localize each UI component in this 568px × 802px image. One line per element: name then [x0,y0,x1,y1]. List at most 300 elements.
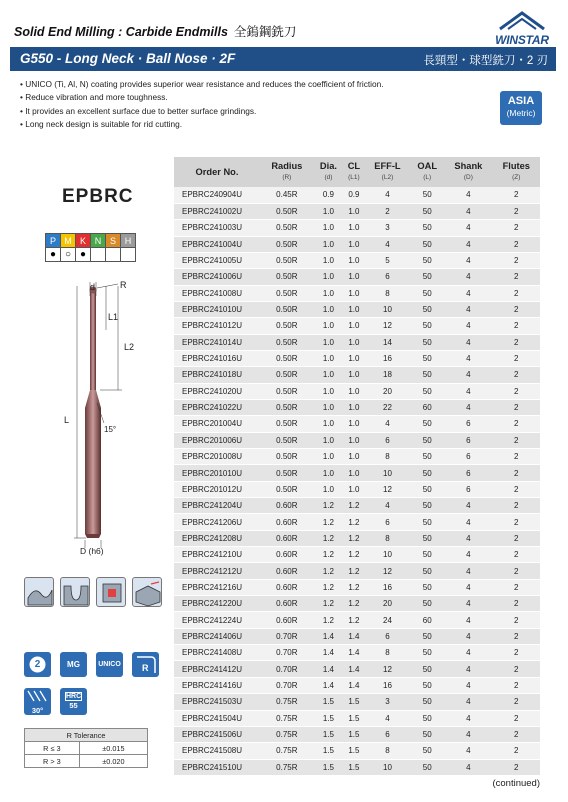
surface-milling-icon [132,577,162,607]
table-cell: 0.70R [260,677,314,693]
table-cell: 60 [410,399,444,415]
table-cell: EPBRC241406U [174,628,260,644]
table-cell: 1.2 [343,547,364,563]
table-cell: 4 [444,645,492,661]
table-cell: EPBRC241020U [174,383,260,399]
table-cell: 1.0 [314,203,344,219]
table-cell: 2 [493,236,540,252]
table-cell: 1.5 [314,726,344,742]
table-cell: EPBRC241506U [174,726,260,742]
r-tolerance-table [24,728,148,768]
table-cell: 22 [365,399,411,415]
table-cell: 4 [444,383,492,399]
table-row [174,481,540,497]
table-cell: EPBRC241005U [174,252,260,268]
table-cell: 4 [444,334,492,350]
hrc-label: HRC [66,693,82,700]
table-cell: 1.4 [314,677,344,693]
table-cell: 3 [365,694,411,710]
table-cell: EPBRC201008U [174,449,260,465]
table-cell: 1.2 [314,596,344,612]
table-cell: 1.0 [314,318,344,334]
table-cell: 0.60R [260,596,314,612]
svg-text:R: R [142,663,149,673]
table-cell: 50 [410,285,444,301]
table-cell: 4 [444,547,492,563]
region-badge [500,91,542,125]
table-cell: EPBRC241010U [174,301,260,317]
table-cell: 1.0 [343,432,364,448]
table-cell: 6 [365,628,411,644]
material-suitability [45,233,136,262]
table-cell: 0.50R [260,350,314,366]
table-cell: 1.0 [343,301,364,317]
catalog-title-cjk: 全鎢鋼銑刀 [233,25,297,39]
table-cell: 2 [365,203,411,219]
table-cell: 4 [444,563,492,579]
table-cell: 1.0 [343,481,364,497]
table-cell: 10 [365,759,411,775]
table-cell: 6 [444,416,492,432]
table-row [174,236,540,252]
table-cell: 18 [365,367,411,383]
tolerance-value: ±0.020 [79,755,147,768]
winstar-logo [492,11,552,47]
table-cell: 12 [365,318,411,334]
table-cell: 8 [365,285,411,301]
col-header [444,157,492,187]
table-cell: 2 [493,563,540,579]
table-row [174,465,540,481]
table-cell: 1.5 [314,743,344,759]
table-cell: 2 [493,350,540,366]
table-cell: 0.9 [314,187,344,203]
table-cell: EPBRC241208U [174,530,260,546]
table-cell: 12 [365,481,411,497]
table-cell: 1.5 [343,694,364,710]
table-cell: 1.0 [314,269,344,285]
tool-neck [90,290,96,390]
table-cell: EPBRC241508U [174,743,260,759]
col-header-label: OAL [417,161,438,171]
table-cell: 50 [410,710,444,726]
table-cell: 12 [365,661,411,677]
table-cell: 0.50R [260,203,314,219]
table-cell: 2 [493,743,540,759]
table-cell: 8 [365,743,411,759]
flutes-badge [24,652,51,677]
table-cell: 24 [365,612,411,628]
table-cell: 0.9 [343,187,364,203]
table-cell: 0.70R [260,661,314,677]
table-cell: 1.2 [343,514,364,530]
label-d: d [90,282,96,292]
table-cell: EPBRC201010U [174,465,260,481]
table-cell: 0.70R [260,628,314,644]
table-cell: 1.0 [343,350,364,366]
table-row [174,432,540,448]
table-cell: EPBRC241014U [174,334,260,350]
table-cell: 4 [444,743,492,759]
table-cell: 1.0 [343,203,364,219]
flutes-badge-value: 2 [34,659,41,670]
table-cell: 4 [365,710,411,726]
hrc-badge [60,688,87,715]
table-cell: 1.2 [314,579,344,595]
table-cell: 6 [444,465,492,481]
table-cell: 0.50R [260,285,314,301]
table-cell: 2 [493,498,540,514]
table-cell: 2 [493,399,540,415]
col-header-label: EFF-L [374,161,401,171]
table-cell: EPBRC241008U [174,285,260,301]
table-cell: 0.50R [260,383,314,399]
table-cell: 50 [410,350,444,366]
helix-angle-badge [24,688,51,715]
table-cell: 4 [444,628,492,644]
table-cell: 0.50R [260,236,314,252]
table-cell: 50 [410,449,444,465]
table-cell: 0.60R [260,530,314,546]
col-header [493,157,540,187]
table-cell: 10 [365,301,411,317]
table-cell: 4 [444,514,492,530]
table-cell: 2 [493,661,540,677]
feature-item: • UNICO (Ti, Al, N) coating provides superior wear resistance and reduces the coefficient of friction. [20,78,384,91]
table-cell: 0.60R [260,612,314,628]
table-cell: 2 [493,252,540,268]
table-cell: 4 [444,318,492,334]
table-cell: 1.0 [314,449,344,465]
tool-drawing [0,278,160,568]
table-cell: 16 [365,579,411,595]
table-cell: 2 [493,318,540,334]
table-row [174,187,540,203]
table-row [174,269,540,285]
table-cell: 1.0 [314,383,344,399]
table-cell: 4 [444,710,492,726]
table-cell: 4 [444,236,492,252]
table-row [174,596,540,612]
table-cell: 1.0 [343,252,364,268]
table-cell: 4 [444,367,492,383]
col-header-label: Flutes [502,161,530,171]
helix-icon [24,688,51,704]
material-h-mark [121,248,136,262]
table-cell: 1.0 [343,334,364,350]
table-cell: 0.50R [260,220,314,236]
table-cell: 4 [444,694,492,710]
table-cell: 2 [493,383,540,399]
col-header-sub: (Z) [512,174,521,181]
table-cell: 50 [410,498,444,514]
table-cell: EPBRC241510U [174,759,260,775]
table-cell: 16 [365,677,411,693]
table-cell: 16 [365,350,411,366]
region-badge-line1: ASIA [507,95,535,107]
table-row [174,694,540,710]
table-cell: 60 [410,612,444,628]
table-cell: 50 [410,743,444,759]
table-cell: 1.2 [343,563,364,579]
table-cell: EPBRC241004U [174,236,260,252]
table-cell: 0.50R [260,367,314,383]
label-angle: 15° [104,425,117,434]
table-cell: 2 [493,285,540,301]
table-cell: 4 [444,187,492,203]
catalog-title-en: Solid End Milling : Carbide Endmills [14,25,228,39]
table-cell: EPBRC241210U [174,547,260,563]
table-cell: 4 [444,399,492,415]
table-cell: 0.70R [260,645,314,661]
profile-milling-icon [24,577,54,607]
logo-mark-icon [498,11,546,31]
table-row [174,514,540,530]
table-cell: 4 [444,661,492,677]
feature-list [20,78,384,131]
material-k: K [76,234,91,248]
table-cell: 1.2 [343,596,364,612]
table-cell: 4 [444,759,492,775]
table-cell: 50 [410,465,444,481]
table-cell: 6 [365,432,411,448]
table-row [174,530,540,546]
table-cell: 1.0 [343,285,364,301]
table-cell: 1.2 [343,579,364,595]
col-header [410,157,444,187]
table-cell: EPBRC241016U [174,350,260,366]
tolerance-range: R ≤ 3 [25,742,80,755]
table-cell: 1.0 [343,318,364,334]
product-code: EPBRC [62,186,134,207]
table-cell: 1.5 [343,710,364,726]
table-row [174,220,540,236]
table-cell: 1.0 [314,367,344,383]
logo-text: WINSTAR [495,33,549,47]
helix-angle-value: 30° [31,706,44,715]
unico-badge: UNICO [96,652,123,677]
table-cell: 1.0 [343,269,364,285]
col-header [343,157,364,187]
table-cell: 2 [493,416,540,432]
table-cell: EPBRC201004U [174,416,260,432]
table-cell: 50 [410,236,444,252]
table-cell: 50 [410,579,444,595]
table-row [174,383,540,399]
table-cell: 50 [410,220,444,236]
table-cell: 1.0 [343,449,364,465]
table-cell: 4 [444,498,492,514]
col-header [174,157,260,187]
table-cell: 1.0 [314,399,344,415]
table-cell: 1.2 [314,498,344,514]
table-cell: 50 [410,694,444,710]
table-cell: 50 [410,628,444,644]
table-cell: 50 [410,661,444,677]
table-cell: 1.5 [314,710,344,726]
col-header-sub: (L) [423,174,432,181]
table-cell: 50 [410,759,444,775]
feature-item: • Long neck design is suitable for rid cutting. [20,118,384,131]
table-row [174,759,540,775]
table-cell: 2 [493,547,540,563]
table-cell: 1.0 [314,350,344,366]
table-cell: EPBRC241416U [174,677,260,693]
table-cell: 0.75R [260,759,314,775]
table-cell: 50 [410,563,444,579]
table-cell: EPBRC201012U [174,481,260,497]
table-cell: 1.0 [314,301,344,317]
table-cell: 1.4 [343,661,364,677]
table-cell: 4 [365,236,411,252]
label-l1: L1 [108,312,119,322]
table-cell: 1.4 [314,645,344,661]
label-l: L [64,415,70,425]
table-row [174,367,540,383]
table-row [174,252,540,268]
table-cell: 50 [410,334,444,350]
table-cell: 1.4 [343,645,364,661]
label-r: R [120,280,127,290]
table-cell: 1.0 [314,432,344,448]
table-cell: 10 [365,465,411,481]
table-row [174,579,540,595]
table-cell: 1.0 [343,465,364,481]
table-cell: EPBRC240904U [174,187,260,203]
table-cell: 6 [444,449,492,465]
material-n: N [91,234,106,248]
table-cell: 2 [493,334,540,350]
col-header-sub: (L2) [381,174,394,181]
col-header-label: Shank [454,161,483,171]
table-cell: 50 [410,596,444,612]
table-cell: 3 [365,220,411,236]
table-cell: 0.50R [260,252,314,268]
table-cell: 2 [493,203,540,219]
table-cell: 8 [365,530,411,546]
table-cell: 50 [410,645,444,661]
table-cell: 1.5 [314,759,344,775]
table-cell: 50 [410,514,444,530]
table-cell: 4 [444,612,492,628]
table-cell: 2 [493,465,540,481]
tool-shank [85,408,101,534]
table-cell: EPBRC241003U [174,220,260,236]
table-row [174,628,540,644]
spec-table-body [174,187,540,775]
table-cell: 50 [410,203,444,219]
table-cell: 50 [410,547,444,563]
table-cell: 6 [444,481,492,497]
table-cell: 1.5 [343,759,364,775]
material-m: M [61,234,76,248]
mg-badge: MG [60,652,87,677]
table-cell: 0.50R [260,449,314,465]
table-cell: 0.50R [260,416,314,432]
table-cell: 0.75R [260,743,314,759]
material-p-mark: ● [46,248,61,262]
table-cell: 1.4 [343,628,364,644]
series-title: G550 - Long Neck · Ball Nose · 2F [20,51,236,66]
table-cell: 4 [444,530,492,546]
tool-chamfer [85,534,101,538]
table-cell: 2 [493,645,540,661]
table-cell: 4 [444,203,492,219]
table-cell: 1.0 [314,465,344,481]
table-cell: EPBRC201006U [174,432,260,448]
material-n-mark [91,248,106,262]
table-cell: 1.5 [343,743,364,759]
table-row [174,677,540,693]
table-cell: EPBRC241503U [174,694,260,710]
table-cell: 50 [410,367,444,383]
table-cell: 6 [365,514,411,530]
table-cell: 1.0 [343,236,364,252]
table-row [174,350,540,366]
table-row [174,498,540,514]
table-cell: 0.50R [260,481,314,497]
table-cell: 1.2 [314,547,344,563]
table-cell: 2 [493,726,540,742]
r-tolerance-title: R Tolerance [25,729,148,742]
table-cell: 2 [493,612,540,628]
tolerance-value: ±0.015 [79,742,147,755]
col-header-sub: (d) [324,174,333,181]
table-cell: 0.50R [260,318,314,334]
table-cell: 50 [410,187,444,203]
table-cell: 10 [365,547,411,563]
table-cell: 2 [493,514,540,530]
table-cell: 2 [493,432,540,448]
table-row [174,661,540,677]
table-cell: 1.2 [314,514,344,530]
table-cell: 0.75R [260,726,314,742]
table-cell: 4 [444,285,492,301]
table-cell: 0.50R [260,399,314,415]
table-cell: 0.60R [260,514,314,530]
label-l2: L2 [124,342,135,352]
table-cell: 1.0 [343,367,364,383]
table-row [174,710,540,726]
table-cell: 2 [493,449,540,465]
table-cell: 6 [365,269,411,285]
feature-item: • Reduce vibration and more toughness. [20,91,384,104]
table-cell: 50 [410,383,444,399]
table-cell: 1.0 [343,399,364,415]
col-header-label: Order No. [195,166,239,177]
feature-item: • It provides an excellent surface due to better surface grindings. [20,105,384,118]
region-badge-line2: (Metric) [506,108,536,118]
table-cell: 2 [493,694,540,710]
spec-header-row [174,157,540,187]
table-cell: 0.75R [260,694,314,710]
table-cell: 1.0 [343,383,364,399]
catalog-title [14,22,296,40]
table-cell: EPBRC241412U [174,661,260,677]
table-cell: EPBRC241206U [174,514,260,530]
table-cell: 2 [493,759,540,775]
table-cell: 4 [444,350,492,366]
table-cell: 6 [444,432,492,448]
table-row [174,645,540,661]
table-cell: 0.75R [260,710,314,726]
table-cell: 2 [493,530,540,546]
table-row [174,285,540,301]
material-m-mark: ○ [61,248,76,262]
table-cell: 50 [410,481,444,497]
hrc-value: 55 [69,701,78,710]
table-cell: 8 [365,449,411,465]
